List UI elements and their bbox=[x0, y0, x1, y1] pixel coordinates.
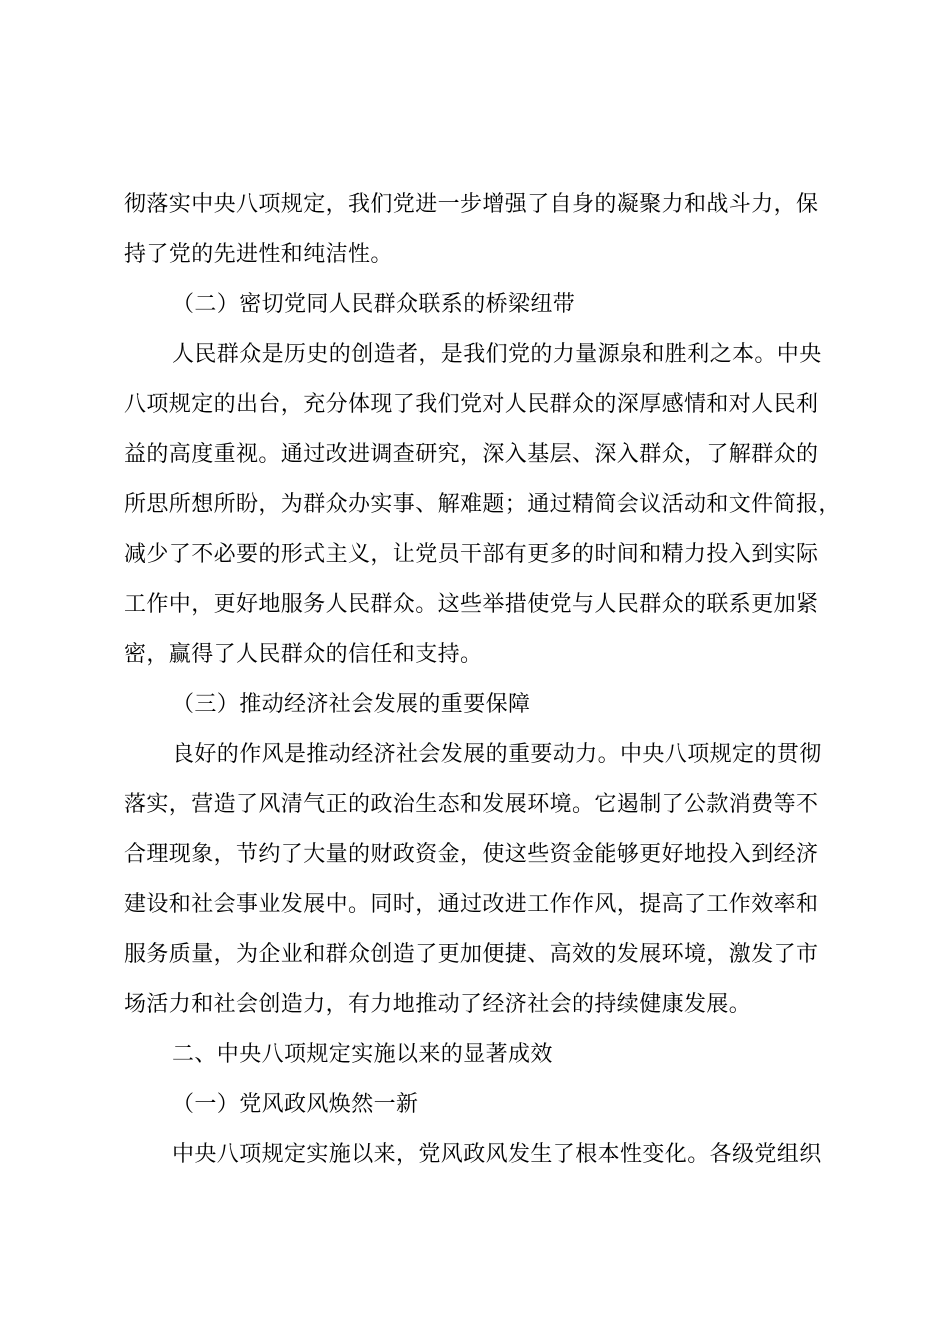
body-line: 人民群众是历史的创造者，是我们党的力量源泉和胜利之本。中央 bbox=[172, 342, 822, 367]
body-line: 服务质量，为企业和群众创造了更加便捷、高效的发展环境，激发了市 bbox=[124, 942, 819, 967]
body-line: 八项规定的出台，充分体现了我们党对人民群众的深厚感情和对人民利 bbox=[124, 392, 819, 417]
body-line: 良好的作风是推动经济社会发展的重要动力。中央八项规定的贯彻 bbox=[172, 742, 822, 767]
chapter-heading: 二、中央八项规定实施以来的显著成效 bbox=[172, 1042, 553, 1067]
body-line: 益的高度重视。通过改进调查研究，深入基层、深入群众，了解群众的 bbox=[124, 442, 819, 467]
body-line: 合理现象，节约了大量的财政资金，使这些资金能够更好地投入到经济 bbox=[124, 842, 819, 867]
body-line: 建设和社会事业发展中。同时，通过改进工作作风，提高了工作效率和 bbox=[124, 892, 819, 917]
body-line: 持了党的先进性和纯洁性。 bbox=[124, 242, 393, 267]
section-heading: （一）党风政风焕然一新 bbox=[172, 1092, 419, 1117]
section-heading: （二）密切党同人民群众联系的桥梁纽带 bbox=[172, 292, 576, 317]
body-line: 减少了不必要的形式主义，让党员干部有更多的时间和精力投入到实际 bbox=[124, 542, 819, 567]
section-heading: （三）推动经济社会发展的重要保障 bbox=[172, 692, 531, 717]
body-line: 工作中，更好地服务人民群众。这些举措使党与人民群众的联系更加紧 bbox=[124, 592, 819, 617]
body-line: 密，赢得了人民群众的信任和支持。 bbox=[124, 642, 483, 667]
body-line: 中央八项规定实施以来，党风政风发生了根本性变化。各级党组织 bbox=[172, 1142, 822, 1167]
body-line: 落实，营造了风清气正的政治生态和发展环境。它遏制了公款消费等不 bbox=[124, 792, 819, 817]
body-line: 所思所想所盼，为群众办实事、解难题；通过精简会议活动和文件简报， bbox=[124, 492, 841, 517]
body-line: 场活力和社会创造力，有力地推动了经济社会的持续健康发展。 bbox=[124, 992, 752, 1017]
body-line: 彻落实中央八项规定，我们党进一步增强了自身的凝聚力和战斗力，保 bbox=[124, 192, 819, 217]
